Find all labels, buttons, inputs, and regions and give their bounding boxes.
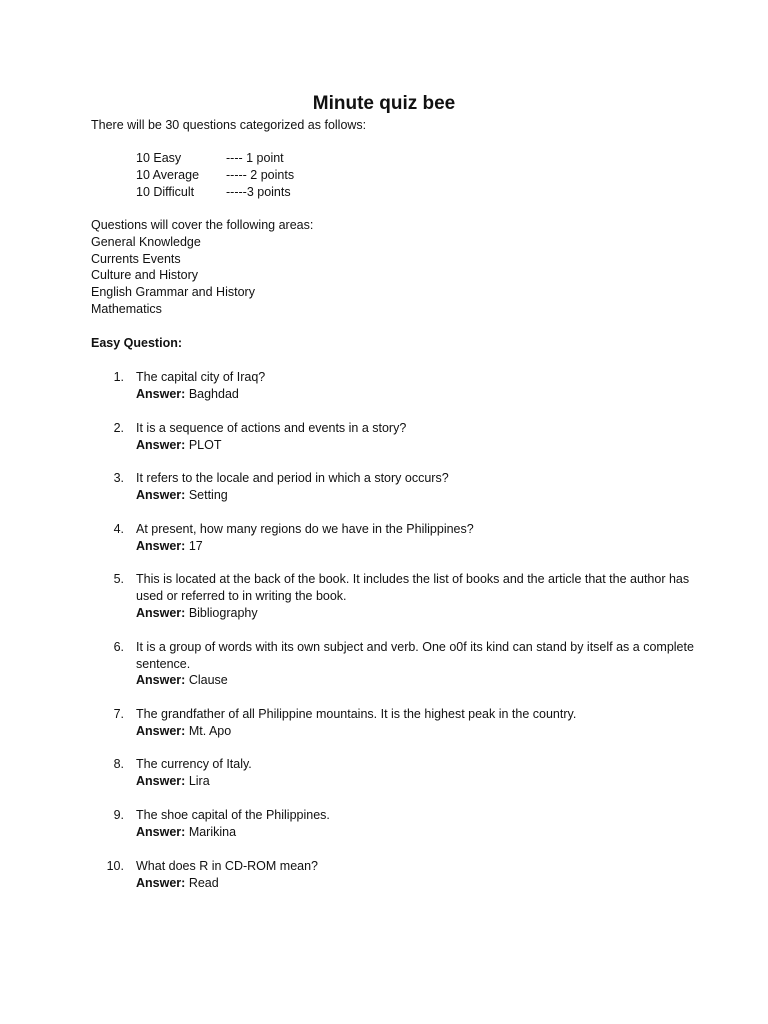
area-item: Culture and History <box>91 268 198 282</box>
answer-label: Answer: <box>136 606 186 620</box>
area-item: Currents Events <box>91 252 181 266</box>
answer-line <box>136 487 228 503</box>
question-number: 5. <box>113 572 124 586</box>
document-title: Minute quiz bee <box>312 93 456 114</box>
answer-label: Answer: <box>136 539 186 553</box>
answer-value: Marikina <box>188 825 237 839</box>
question-text: At present, how many regions do we have in the Philippines? <box>136 522 474 536</box>
question-text: What does R in CD-ROM mean? <box>136 859 319 873</box>
question-text: It is a sequence of actions and events in a story? <box>136 421 407 435</box>
category-points: -----3 points <box>226 185 291 199</box>
category-name: 10 Average <box>136 168 200 182</box>
question-number: 3. <box>113 471 124 485</box>
question-text: The grandfather of all Philippine mountains. It is the highest peak in the country. <box>136 707 577 721</box>
question-number: 4. <box>113 522 124 536</box>
answer-line <box>136 824 236 840</box>
area-item: General Knowledge <box>91 235 201 249</box>
question-number: 8. <box>113 757 124 771</box>
answer-line <box>136 723 231 739</box>
question-text: This is located at the back of the book. It includes the list of books and the article that the author has used or referred to in writing the book. <box>136 572 690 603</box>
answer-line <box>136 875 219 891</box>
answer-value: Setting <box>188 488 228 502</box>
answer-label: Answer: <box>136 438 186 452</box>
question-number: 2. <box>113 421 124 435</box>
question-number: 10. <box>106 859 124 873</box>
answer-label: Answer: <box>136 724 186 738</box>
answer-value: Bibliography <box>188 606 258 620</box>
answer-line <box>136 672 228 688</box>
areas-heading: Questions will cover the following areas: <box>91 218 314 232</box>
question-number: 6. <box>113 640 124 654</box>
category-name: 10 Easy <box>136 151 182 165</box>
area-item: Mathematics <box>91 302 162 316</box>
question-text: It is a group of words with its own subject and verb. One o0f its kind can stand by itself as a complete sentence. <box>136 640 694 671</box>
question-text: The capital city of Iraq? <box>136 370 266 384</box>
answer-line <box>136 437 221 453</box>
question-number: 1. <box>113 370 124 384</box>
question-text: The shoe capital of the Philippines. <box>136 808 330 822</box>
question-text: The currency of Italy. <box>136 757 252 771</box>
answer-value: Clause <box>188 673 228 687</box>
question-text: It refers to the locale and period in which a story occurs? <box>136 471 449 485</box>
category-points: ---- 1 point <box>226 151 284 165</box>
answer-label: Answer: <box>136 387 186 401</box>
intro-text: There will be 30 questions categorized as follows: <box>91 118 367 132</box>
area-item: English Grammar and History <box>91 285 255 299</box>
answer-value: Baghdad <box>188 387 239 401</box>
answer-line <box>136 605 258 621</box>
answer-label: Answer: <box>136 488 186 502</box>
answer-value: PLOT <box>188 438 222 452</box>
answer-value: 17 <box>188 539 203 553</box>
section-heading: Easy Question: <box>91 336 182 350</box>
answer-line <box>136 386 239 402</box>
question-number: 7. <box>113 707 124 721</box>
answer-value: Lira <box>188 774 210 788</box>
answer-value: Read <box>188 876 219 890</box>
answer-label: Answer: <box>136 876 186 890</box>
answer-label: Answer: <box>136 774 186 788</box>
answer-line <box>136 773 210 789</box>
answer-value: Mt. Apo <box>188 724 232 738</box>
category-name: 10 Difficult <box>136 185 195 199</box>
answer-label: Answer: <box>136 673 186 687</box>
answer-line <box>136 538 203 554</box>
question-number: 9. <box>113 808 124 822</box>
answer-label: Answer: <box>136 825 186 839</box>
category-points: ----- 2 points <box>226 168 295 182</box>
